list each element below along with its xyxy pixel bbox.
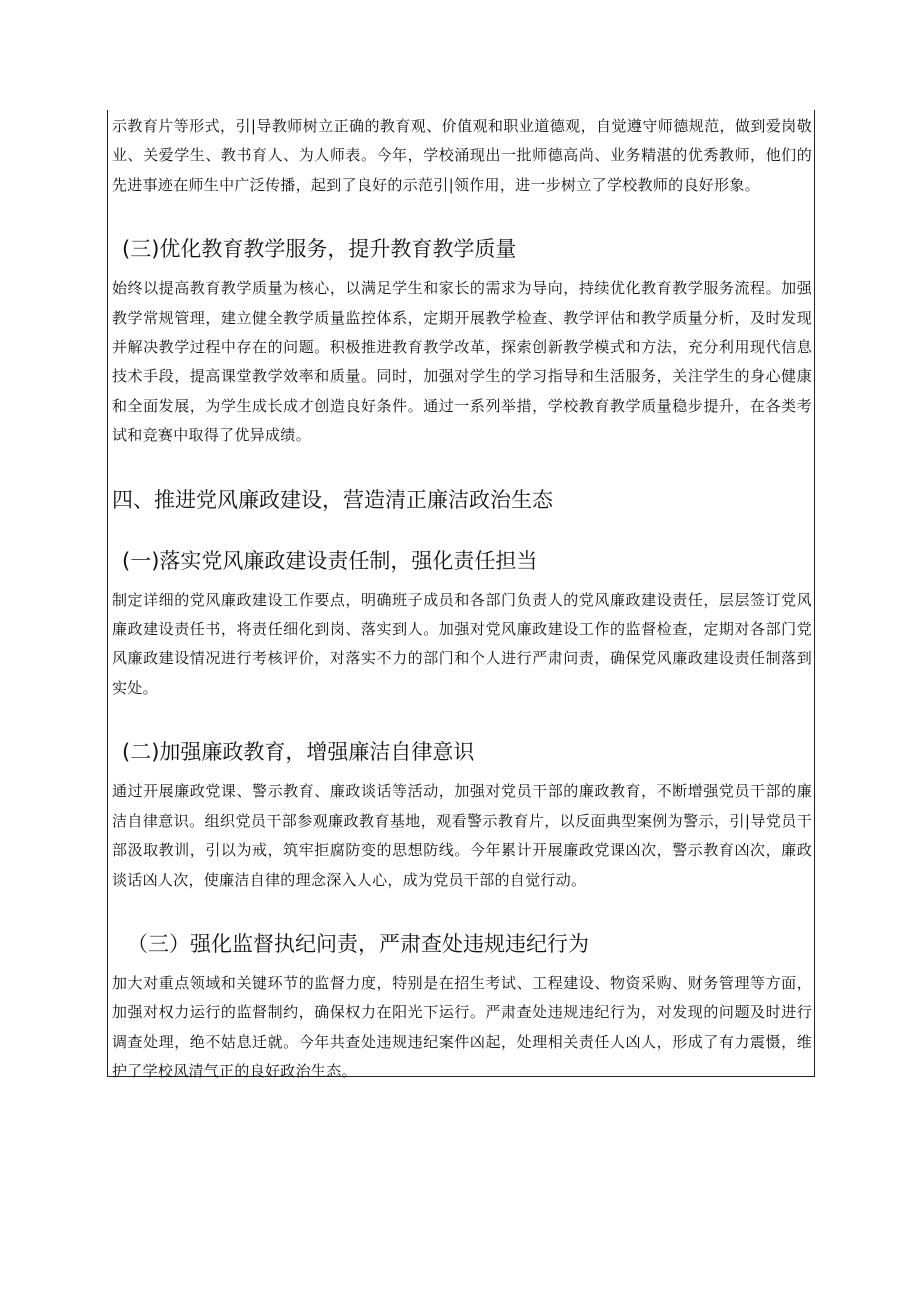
paragraph: 加大对重点领域和关键环节的监督力度，特别是在招生考试、工程建设、物资采购、财务管理等方面，加强对权力运行的监督制约，确保权力在阳光下运行。严肃查处违规违纪行为，对发现的问题及时进行调查处理，绝不姑息迁就。今年共查处违规违纪案件凶起，处理相关责任人凶人，形成了有力震慑，维护了学校风清气正的良好政治生态。	[112, 973, 812, 1081]
paragraph: 始终以提高教育教学质量为核心，以满足学生和家长的需求为导向，持续优化教育教学服务流程。加强教学常规管理，建立健全教学质量监控体系，定期开展教学检查、教学评估和教学质量分析，及时发现并解决教学过程中存在的问题。积极推进教育教学改革，探索创新教学模式和方法，充分利用现代信息技术手段，提高课堂教学效率和质量。同时，加强对学生的学习指导和生活服务，关注学生的身心健康和全面发展，为学生成长成才创造良好条件。通过一系列举措，学校教育教学质量稳步提升，在各类考试和竞赛中取得了优异成绩。	[112, 279, 812, 445]
section-heading: (二)加强廉政教育，增强廉洁自律意识	[122, 740, 475, 765]
paragraph: 制定详细的党风廉政建设工作要点，明确班子成员和各部门负责人的党风廉政建设责任，层层签订党风廉政建设责任书，将责任细化到岗、落实到人。加强对党风廉政建设工作的监督检查，定期对各部门党风廉政建设情况进行考核评价，对落实不力的部门和个人进行严肃问责，确保党风廉政建设责任制落到实处。	[112, 590, 812, 697]
section-heading: （三）强化监督执纪问责，严肃查处违规违纪行为	[127, 931, 589, 956]
paragraph: 通过开展廉政党课、警示教育、廉政谈话等活动，加强对党员干部的廉政教育，不断增强党员干部的廉洁自律意识。组织党员干部参观廉政教育基地，观看警示教育片，以反面典型案例为警示，引|导党员干部汲取教训，引以为戒，筑牢拒腐防变的思想防线。今年累计开展廉政党课凶次，警示教育凶次，廉政谈话凶人次，使廉洁自律的理念深入人心，成为党员干部的自觉行动。	[112, 782, 812, 889]
chapter-heading: 四、推进党风廉政建设，营造清正廉洁政治生态	[112, 487, 553, 512]
document-body	[112, 110, 812, 1087]
paragraph: 示教育片等形式，引|导教师树立正确的教育观、价值观和职业道德观，自觉遵守师德规范，做到爱岗敬业、关爱学生、教书育人、为人师表。今年，学校涌现出一批师德高尚、业务精湛的优秀教师，他们的先进事迹在师生中广泛传播，起到了良好的示范引|领作用，进一步树立了学校教师的良好形象。	[112, 117, 812, 194]
section-heading: (三)优化教育教学服务，提升教育教学质量	[122, 237, 517, 262]
section-heading: (一)落实党风廉政建设责任制，强化责任担当	[122, 548, 538, 573]
